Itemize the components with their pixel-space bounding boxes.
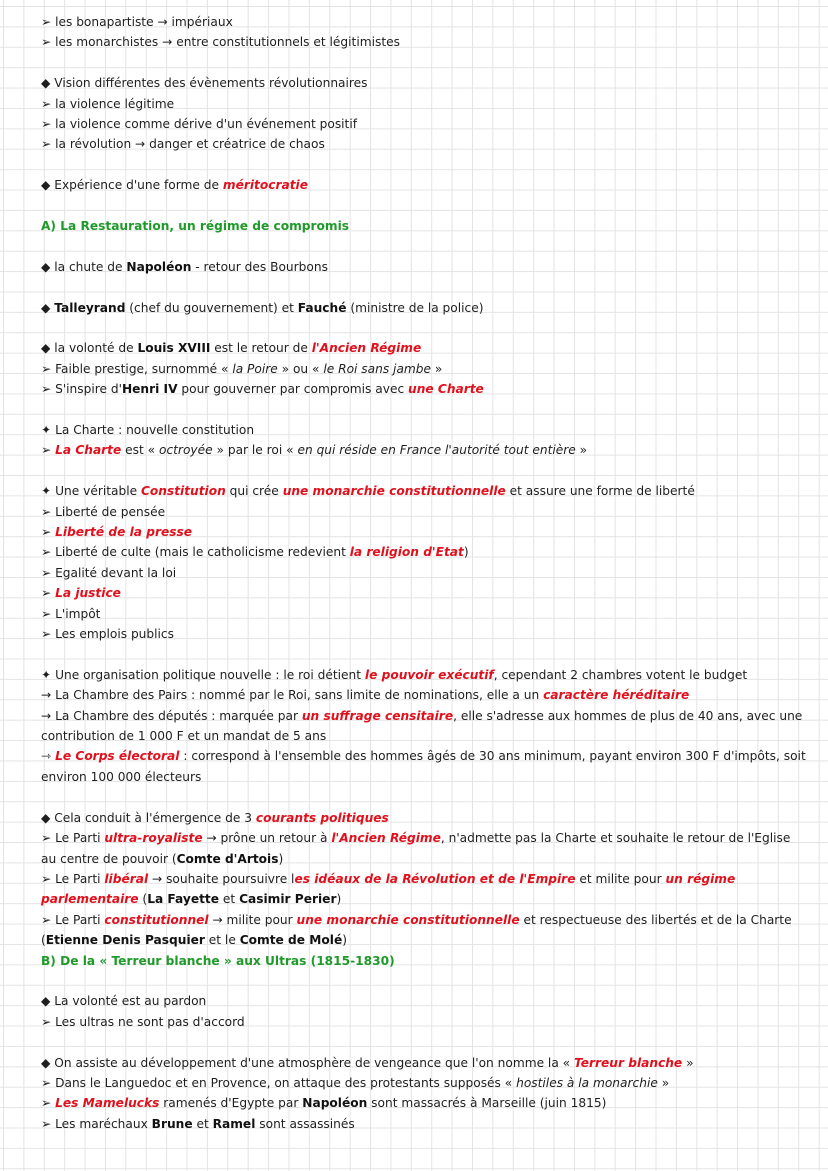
text-fragment: La Fayette: [147, 892, 220, 907]
text-fragment: la religion d'Etat: [349, 545, 464, 560]
note-line: [41, 665, 809, 685]
text-fragment: (ministre de la police): [346, 300, 484, 315]
text-fragment: ◆ Vision différentes des évènements révolutionnaires: [41, 76, 368, 91]
note-line: [41, 583, 809, 603]
text-fragment: ➢ Le Parti: [41, 831, 105, 846]
text-fragment: B) De la « Terreur blanche » aux Ultras (1815-1830): [41, 953, 395, 968]
text-fragment: (: [138, 892, 148, 907]
note-paragraph: [41, 869, 809, 910]
text-fragment: courants politiques: [255, 810, 389, 825]
notes-page: [41, 12, 809, 1134]
text-fragment: une monarchie constitutionnelle: [296, 912, 520, 927]
text-fragment: ➢ Les maréchaux: [41, 1116, 152, 1131]
text-fragment: La Charte: [55, 443, 122, 458]
text-fragment: ➢ la violence comme dérive d'un événement positif: [41, 117, 358, 132]
text-fragment: et le: [204, 933, 240, 948]
text-fragment: octroyée: [159, 443, 213, 458]
text-fragment: libéral: [104, 871, 149, 886]
text-fragment: : correspond à l'ensemble des hommes âgés de 30 ans minimum, payant environ 300 F d'impôts, soit environ 100 000 électeurs: [41, 749, 806, 784]
text-fragment: Henri IV: [121, 382, 178, 397]
text-fragment: Comte de Molé: [239, 933, 343, 948]
text-fragment: La justice: [55, 586, 121, 601]
text-fragment: ramenés d'Egypte par: [159, 1096, 303, 1111]
text-fragment: Comte d'Artois: [176, 851, 279, 866]
text-fragment: → La Chambre des députés : marquée par: [41, 708, 302, 723]
text-fragment: en qui réside en France l'autorité tout entière: [297, 443, 576, 458]
text-fragment: ➢ Dans le Languedoc et en Provence, on attaque des protestants supposés «: [41, 1075, 517, 1090]
note-line: [41, 73, 809, 93]
text-fragment: → souhaite poursuivre l: [148, 871, 295, 886]
text-fragment: est le retour de: [210, 341, 312, 356]
note-line: [41, 502, 809, 522]
text-fragment: ): [342, 933, 347, 948]
text-fragment: et milite pour: [575, 871, 666, 886]
note-paragraph: [41, 828, 809, 869]
note-line: [41, 604, 809, 624]
note-line: [41, 379, 809, 399]
text-fragment: ): [278, 851, 284, 866]
text-fragment: ◆ la chute de: [41, 259, 127, 274]
text-fragment: Liberté de la presse: [55, 525, 193, 540]
text-fragment: ➢ les monarchistes → entre constitutionnels et légitimistes: [41, 35, 400, 50]
text-fragment: Brune: [151, 1116, 193, 1131]
text-fragment: ultra-royaliste: [104, 831, 203, 846]
text-fragment: Louis XVIII: [137, 341, 211, 356]
text-fragment: ➢ la violence légitime: [41, 96, 175, 111]
text-fragment: qui crée: [225, 484, 283, 499]
note-paragraph: [41, 910, 809, 951]
text-fragment: Ramel: [212, 1116, 256, 1131]
text-fragment: ➢ Les emplois publics: [41, 627, 174, 642]
note-line: [41, 1012, 809, 1032]
text-fragment: caractère héréditaire: [543, 688, 690, 703]
text-fragment: ➢ L'impôt: [41, 606, 101, 621]
note-line: [41, 481, 809, 501]
note-line: [41, 440, 809, 460]
note-line: [41, 94, 809, 114]
text-fragment: ◆: [41, 300, 55, 315]
text-fragment: ◆ Expérience d'une forme de: [41, 178, 223, 193]
note-line: [41, 808, 809, 828]
text-fragment: ⇾: [41, 749, 56, 764]
text-fragment: Constitution: [140, 484, 226, 499]
note-line: [41, 542, 809, 562]
text-fragment: - retour des Bourbons: [191, 259, 328, 274]
text-fragment: ➢: [41, 1096, 56, 1111]
text-fragment: ◆ la volonté de: [41, 341, 138, 356]
text-fragment: ➢ Liberté de culte (mais le catholicisme redevient: [41, 545, 350, 560]
text-fragment: un régime parlementaire: [41, 871, 736, 907]
text-fragment: ◆ On assiste au développement d'une atmosphère de vengeance que l'on nomme la «: [41, 1055, 574, 1070]
text-fragment: Casimir Perier: [239, 892, 337, 907]
text-fragment: et: [219, 892, 240, 907]
text-fragment: ➢ Les ultras ne sont pas d'accord: [41, 1014, 245, 1029]
text-fragment: une Charte: [408, 382, 484, 397]
text-fragment: , n'admette pas la Charte et souhaite le retour de l'Eglise au centre de pouvoir (: [41, 831, 791, 866]
text-fragment: ◆ La volonté est au pardon: [41, 994, 207, 1009]
note-line: [41, 175, 809, 195]
text-fragment: et: [192, 1116, 213, 1131]
section-heading-b: [41, 951, 809, 971]
note-line: [41, 134, 809, 154]
text-fragment: la Poire: [232, 361, 278, 376]
note-line: [41, 359, 809, 379]
text-fragment: le Roi sans jambe: [323, 361, 432, 376]
text-fragment: ➢ S'inspire d': [41, 382, 122, 397]
text-fragment: ✦ La Charte : nouvelle constitution: [41, 423, 255, 438]
text-fragment: est «: [121, 443, 159, 458]
note-line: [41, 1073, 809, 1093]
note-line: [41, 624, 809, 644]
text-fragment: pour gouverner par compromis avec: [177, 382, 409, 397]
text-fragment: ➢ Le Parti: [41, 871, 105, 886]
text-fragment: ➢ la révolution → danger et créatrice de chaos: [41, 137, 325, 152]
text-fragment: et assure une forme de liberté: [505, 484, 695, 499]
note-line: [41, 338, 809, 358]
text-fragment: le pouvoir exécutif: [364, 667, 494, 682]
text-fragment: Les Mamelucks: [55, 1096, 160, 1111]
text-fragment: → La Chambre des Pairs : nommé par le Roi, sans limite de nominations, elle a un: [41, 688, 544, 703]
text-fragment: » ou «: [277, 361, 324, 376]
text-fragment: ➢ Egalité devant la loi: [41, 565, 177, 580]
note-line: [41, 1053, 809, 1073]
note-line: [41, 522, 809, 542]
text-fragment: sont assassinés: [255, 1116, 355, 1131]
note-line: [41, 420, 809, 440]
text-fragment: ➢: [41, 443, 56, 458]
note-line: [41, 685, 809, 705]
note-line: [41, 12, 809, 32]
text-fragment: ◆ Cela conduit à l'émergence de 3: [41, 810, 256, 825]
text-fragment: ➢: [41, 525, 56, 540]
text-fragment: , elle s'adresse aux hommes de plus de 40 ans, avec une contribution de 1 000 F et un mandat de 5 ans: [41, 708, 803, 744]
text-fragment: méritocratie: [222, 178, 308, 193]
text-fragment: »: [682, 1055, 694, 1070]
text-fragment: → prône un retour à: [202, 831, 332, 846]
note-paragraph: [41, 746, 809, 787]
note-line: [41, 563, 809, 583]
text-fragment: sont massacrés à Marseille (juin 1815): [367, 1096, 607, 1111]
text-fragment: ➢ Liberté de pensée: [41, 504, 166, 519]
text-fragment: → milite pour: [208, 912, 297, 927]
text-fragment: (chef du gouvernement) et: [125, 300, 298, 315]
note-line: [41, 1114, 809, 1134]
text-fragment: ➢ Le Parti: [41, 912, 105, 927]
text-fragment: ): [463, 545, 469, 560]
note-line: [41, 991, 809, 1011]
text-fragment: » par le roi «: [212, 443, 298, 458]
note-line: [41, 114, 809, 134]
text-fragment: l'Ancien Régime: [331, 831, 441, 846]
text-fragment: »: [431, 361, 443, 376]
text-fragment: ➢ Faible prestige, surnommé «: [41, 361, 233, 376]
text-fragment: ): [336, 892, 342, 907]
text-fragment: »: [575, 443, 588, 458]
note-line: [41, 257, 809, 277]
note-line: [41, 1093, 809, 1113]
note-paragraph: [41, 706, 809, 747]
text-fragment: »: [657, 1075, 670, 1090]
text-fragment: ➢: [41, 586, 56, 601]
text-fragment: ➢ les bonapartiste → impériaux: [41, 15, 233, 29]
text-fragment: une monarchie constitutionnelle: [282, 484, 506, 499]
text-fragment: Napoléon: [302, 1096, 368, 1111]
text-fragment: Le Corps électoral: [55, 749, 180, 764]
text-fragment: constitutionnel: [104, 912, 209, 927]
text-fragment: Talleyrand: [54, 300, 126, 315]
text-fragment: Terreur blanche: [574, 1055, 683, 1070]
text-fragment: ✦ Une organisation politique nouvelle : le roi détient: [41, 667, 365, 682]
note-line: [41, 32, 809, 52]
note-line: [41, 298, 809, 318]
text-fragment: Fauché: [297, 300, 347, 315]
text-fragment: hostiles à la monarchie: [516, 1075, 658, 1090]
text-fragment: Etienne Denis Pasquier: [45, 933, 205, 948]
text-fragment: et respectueuse des libertés et de la Charte (: [41, 912, 792, 948]
text-fragment: ✦ Une véritable: [41, 484, 141, 499]
text-fragment: es idéaux de la Révolution et de l'Empire: [294, 871, 576, 886]
section-heading-a: [41, 216, 809, 236]
text-fragment: Napoléon: [126, 259, 192, 274]
text-fragment: l'Ancien Régime: [311, 341, 422, 356]
text-fragment: A) La Restauration, un régime de compromis: [41, 219, 350, 234]
text-fragment: , cependant 2 chambres votent le budget: [493, 667, 748, 682]
text-fragment: un suffrage censitaire: [301, 708, 454, 723]
